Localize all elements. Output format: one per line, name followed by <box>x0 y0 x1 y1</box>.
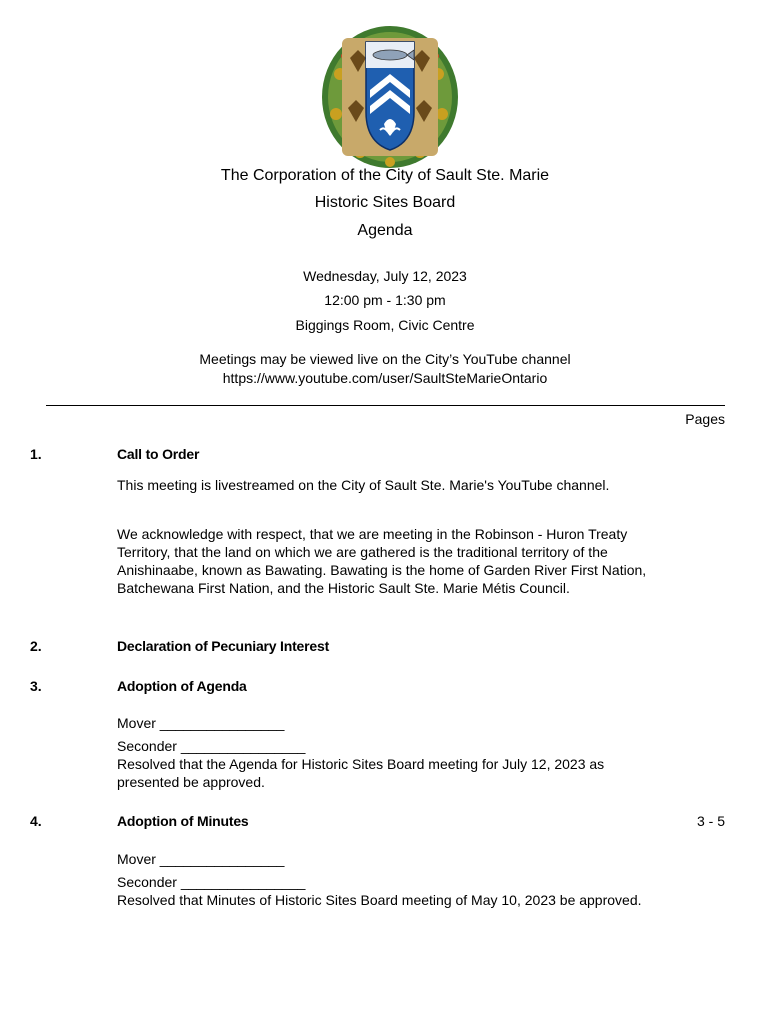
pages-label: Pages <box>685 411 725 427</box>
resolution-text: Resolved that the Agenda for Historic Sites Board meeting for July 12, 2023 as presented be approved. <box>117 756 605 790</box>
item-title-call-to-order: Call to Order <box>117 446 200 462</box>
item-number: 2. <box>30 638 42 654</box>
city-crest-icon <box>320 24 460 170</box>
org-name: The Corporation of the City of Sault Ste. Marie <box>220 167 550 184</box>
meeting-date: Wednesday, July 12, 2023 <box>303 268 467 284</box>
seconder-line: Seconder ________________ <box>117 738 306 754</box>
land-acknowledgement-paragraph: We acknowledge with respect, that we are meeting in the Robinson - Huron Treaty Territory, that the land on which we are gathered is the traditional territory of the Anishinaabe, known as Bawating. Bawating is the home of Garden River First Nation, Batchewana First Nation, and the Historic Sault Ste. Marie Métis Council. <box>117 526 647 596</box>
mover-line: Mover ________________ <box>117 851 285 867</box>
item-pages: 3 - 5 <box>696 813 725 829</box>
seconder-line: Seconder ________________ <box>117 874 306 890</box>
board-name: Historic Sites Board <box>314 194 456 211</box>
item-title-adoption-of-minutes: Adoption of Minutes <box>117 813 249 829</box>
header-divider <box>46 405 725 406</box>
item-title-pecuniary-interest: Declaration of Pecuniary Interest <box>117 638 330 654</box>
document-type: Agenda <box>357 222 413 239</box>
stream-url[interactable]: https://www.youtube.com/user/SaultSteMarieOntario <box>222 370 548 386</box>
meeting-location: Biggings Room, Civic Centre <box>295 317 475 333</box>
item-number: 1. <box>30 446 42 462</box>
mover-line: Mover ________________ <box>117 715 285 731</box>
resolution-text: Resolved that Minutes of Historic Sites Board meeting of May 10, 2023 be approved. <box>117 892 642 908</box>
livestream-paragraph: This meeting is livestreamed on the City of Sault Ste. Marie's YouTube channel. <box>117 477 610 493</box>
item-number: 3. <box>30 678 42 694</box>
meeting-time: 12:00 pm - 1:30 pm <box>324 292 446 308</box>
item-title-adoption-of-agenda: Adoption of Agenda <box>117 678 247 694</box>
stream-note: Meetings may be viewed live on the City’s YouTube channel <box>199 351 571 367</box>
item-number: 4. <box>30 813 42 829</box>
